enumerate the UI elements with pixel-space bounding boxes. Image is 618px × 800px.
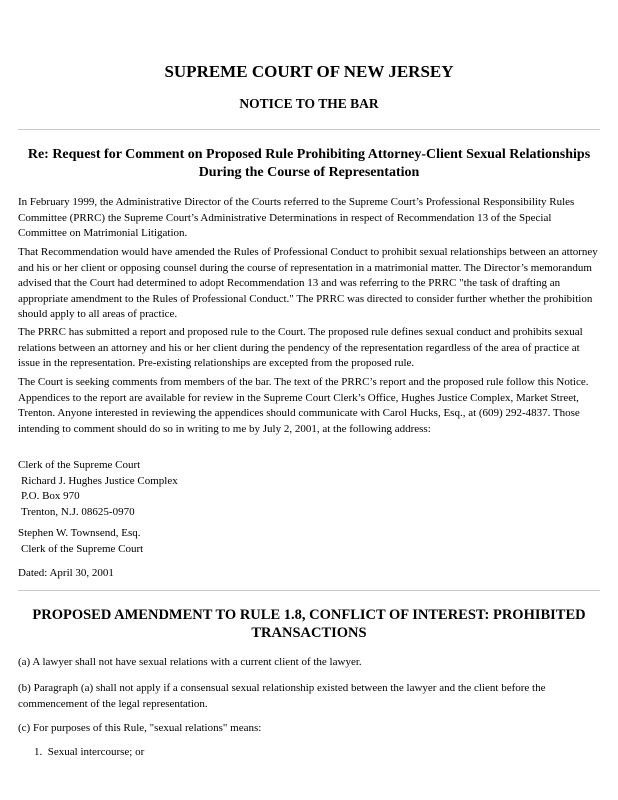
request-heading-line-1: Re: Request for Comment on Proposed Rule Prohibiting Attorney-Client Sexual Relationships — [27, 147, 591, 162]
signature-name: Stephen W. Townsend, Esq. — [18, 527, 141, 539]
rule-paragraph-c: (c) For purposes of this Rule, "sexual relations" means: — [18, 722, 262, 734]
rule-list-item: 1. Sexual intercourse; or — [34, 746, 145, 758]
paragraph-comments-request: The Court is seeking comments from members of the bar. The text of the PRRC’s report and the proposed rule follow this Notice. Appendices to the report are available for review in the Supreme Court Clerk’s Office, Hughes Justice Complex, Market Street, Trenton. Anyone interested in reviewing the appendices should communicate with Carol Hucks, Esq., at (609) 292-4837. Those intending to comment should do so in writing to me by July 2, 2001, at the following address: — [18, 376, 589, 435]
paragraph-referral: In February 1999, the Administrative Director of the Courts referred to the Supreme Court’s Professional Responsibility Rules Committee (PRRC) the Supreme Court’s Administrative Determinations in respect of Recommendation 13 of the Special Committee on Matrimonial Litigation. — [18, 196, 575, 240]
mailing-address — [18, 458, 178, 520]
request-heading-line-2: During the Course of Representation — [198, 165, 420, 180]
notice-title: NOTICE TO THE BAR — [239, 96, 379, 111]
address-line-3: P.O. Box 970 — [21, 490, 80, 503]
rule-paragraph-a: (a) A lawyer shall not have sexual relations with a current client of the lawyer. — [18, 656, 362, 668]
request-heading — [18, 146, 600, 182]
address-line-2: Richard J. Hughes Justice Complex — [21, 474, 178, 487]
paragraph-prrc-report: The PRRC has submitted a report and proposed rule to the Court. The proposed rule defines sexual conduct and prohibits sexual relations between an attorney and his or her client during the pendency of the representation regardless of the area of practice at issue in the representation. Pre-existing relationships are excepted from the proposed rule. — [18, 326, 583, 370]
amendment-heading-line-2: TRANSACTIONS — [251, 625, 367, 641]
signature-block — [18, 526, 143, 557]
amendment-heading — [18, 606, 600, 642]
divider-amendment — [18, 590, 600, 591]
address-line-4: Trenton, N.J. 08625-0970 — [21, 505, 135, 518]
paragraph-recommendation: That Recommendation would have amended the Rules of Professional Conduct to prohibit sexual relationships between an attorney and his or her client or opposing counsel during the course of representation in a matrimonial matter. The Director’s memorandum advised that the Court had determined to adopt Recommendation 13 and was referring to the PRRC "the task of drafting an appropriate amendment to the Rules of Professional Conduct." The PRRC was directed to consider further whether the prohibition should apply to all areas of practice. — [18, 246, 598, 321]
amendment-heading-line-1: PROPOSED AMENDMENT TO RULE 1.8, CONFLICT OF INTEREST: PROHIBITED — [32, 607, 586, 623]
divider-top — [18, 129, 600, 130]
signature-title: Clerk of the Supreme Court — [21, 542, 144, 555]
court-title: SUPREME COURT OF NEW JERSEY — [164, 62, 454, 81]
rule-paragraph-b: (b) Paragraph (a) shall not apply if a consensual sexual relationship existed between the lawyer and the client before the commencement of the legal representation. — [18, 682, 546, 710]
address-line-1: Clerk of the Supreme Court — [18, 459, 141, 471]
dated-line: Dated: April 30, 2001 — [18, 567, 114, 579]
